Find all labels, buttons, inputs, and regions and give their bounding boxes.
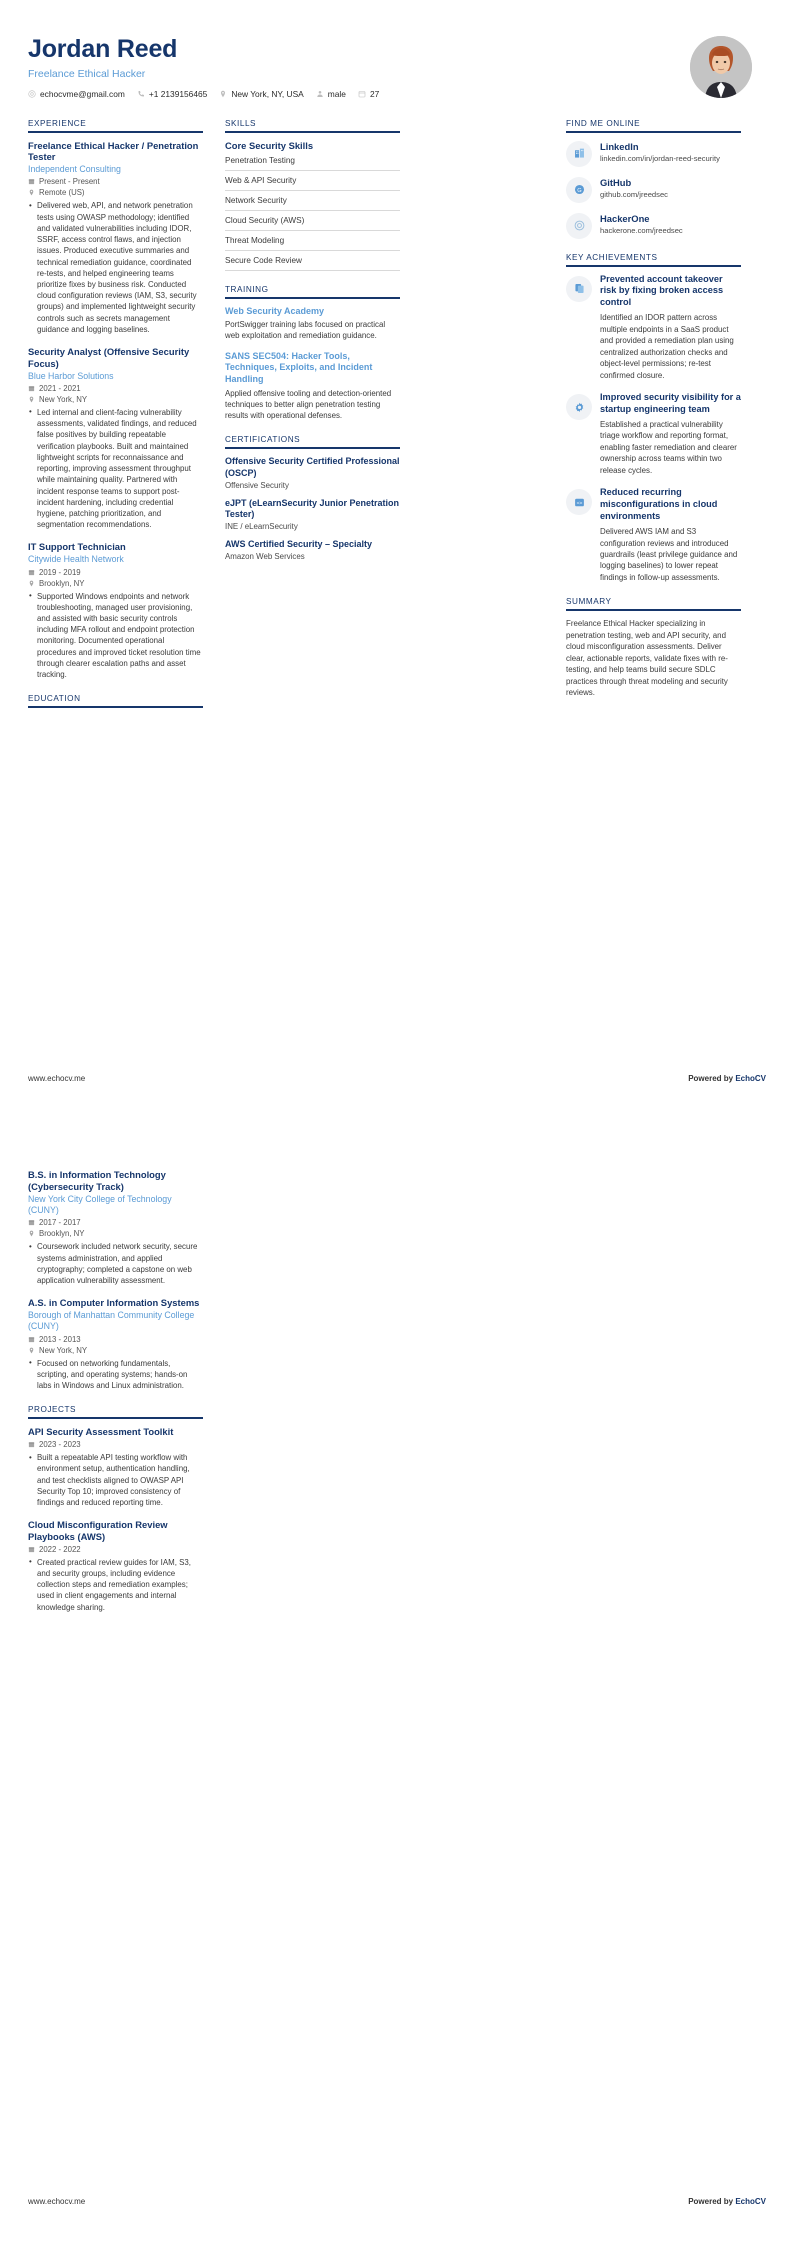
contact-age (358, 89, 379, 99)
section-divider (566, 265, 741, 267)
achievement-item (566, 487, 741, 583)
summary-text: Freelance Ethical Hacker specializing in penetration testing, web and API security, and cloud misconfiguration assessments. Deliver clear, actionable reports, validate fixes with re-testing, and help teams build secure SDLC practices through threat modeling and security reviews. (566, 619, 728, 698)
section-divider (566, 609, 741, 611)
location-pin-icon (28, 1347, 35, 1354)
calendar-icon (28, 1336, 35, 1343)
online-link-url: github.com/jreedsec (600, 189, 668, 199)
section-certifications (225, 435, 400, 560)
section-summary-title: SUMMARY (566, 597, 612, 607)
training-description: PortSwigger training labs focused on practical web exploitation and remediation guidance. (225, 320, 386, 341)
education-degree: A.S. in Computer Information Systems (28, 1297, 200, 1309)
certification-item (225, 539, 400, 561)
footer-powered-prefix: Powered by (688, 2197, 736, 2206)
page-footer (0, 1074, 794, 1083)
skill-item: Threat Modeling (225, 236, 400, 251)
section-key-achievements (566, 253, 741, 584)
experience-location (28, 395, 203, 404)
linkedin-icon (566, 141, 592, 167)
job-role-subtitle: Freelance Ethical Hacker (28, 67, 146, 80)
certification-name: AWS Certified Security – Specialty (225, 539, 373, 550)
footer-brand-name: EchoCV (735, 2197, 766, 2206)
skill-item: Network Security (225, 196, 400, 211)
experience-dates (28, 177, 203, 186)
education-location-value: New York, NY (39, 1345, 88, 1355)
training-item (225, 351, 400, 422)
contact-location-value: New York, NY, USA (231, 88, 304, 99)
achievement-title: Reduced recurring misconfigurations in cloud environments (600, 487, 718, 522)
online-link-text (600, 212, 683, 237)
experience-org: Independent Consulting (28, 164, 121, 174)
bullet-item: • Created practical review guides for IAM, S3, and security groups, including evidence collection steps and remediation examples; used in client engagements and internal knowledge sharing. (28, 1557, 203, 1613)
experience-entry (28, 140, 203, 336)
content-columns-page2 (0, 1123, 794, 1627)
bullet-item: • Focused on networking fundamentals, scripting, and operating systems; hands-on labs in Windows and Linux administration. (28, 1358, 203, 1392)
experience-bullets (28, 591, 203, 681)
experience-bullets (28, 407, 203, 530)
experience-entry (28, 346, 203, 530)
experience-dates (28, 384, 203, 393)
education-dates-value: 2017 - 2017 (39, 1218, 81, 1228)
education-bullets (28, 1358, 203, 1392)
section-education-entries (28, 1169, 203, 1391)
header-identity (28, 34, 379, 99)
online-link-text (600, 176, 668, 201)
email-icon (28, 90, 36, 98)
online-link-item[interactable] (566, 176, 741, 203)
section-training (225, 285, 400, 422)
column-left (28, 119, 203, 723)
hackerone-icon (566, 213, 592, 239)
online-link-item[interactable] (566, 212, 741, 239)
github-icon (566, 177, 592, 203)
section-projects (28, 1405, 203, 1612)
location-pin-icon (28, 396, 35, 403)
experience-title: Freelance Ethical Hacker / Penetration Tester (28, 139, 199, 163)
svg-text:<>: <> (576, 501, 582, 507)
calendar-icon (28, 1546, 35, 1553)
training-description: Applied offensive tooling and detection-oriented techniques to better align penetration testing results with operational defenses. (225, 388, 392, 421)
resume-page-2 (0, 1123, 794, 2246)
certification-name: Offensive Security Certified Professional (OSCP) (225, 456, 400, 479)
person-icon (316, 90, 324, 98)
section-divider (225, 297, 400, 299)
footer-powered-prefix: Powered by (688, 1074, 736, 1083)
project-entry (28, 1426, 203, 1508)
documents-icon (566, 276, 592, 302)
education-entry (28, 1169, 203, 1286)
project-dates (28, 1440, 203, 1449)
contact-gender (316, 89, 346, 99)
section-summary (566, 597, 741, 698)
section-skills-title: SKILLS (225, 118, 257, 128)
bullet-item: • Supported Windows endpoints and network troubleshooting, managed user provisioning, and assisted with basic security controls including MFA rollout and endpoint protection monitoring. Documented operational procedures and improved ticket resolution time through clearer escalation paths and asset tracking. (28, 591, 203, 681)
section-key-achievements-title: KEY ACHIEVEMENTS (566, 252, 658, 262)
achievement-body (600, 487, 741, 583)
contact-email-value: echocvme@gmail.com (40, 88, 125, 99)
section-divider (28, 1417, 203, 1419)
project-name: Cloud Misconfiguration Review Playbooks (AWS) (28, 1519, 168, 1543)
section-experience-title: EXPERIENCE (28, 118, 87, 128)
education-school: New York City College of Technology (CUNY) (28, 1193, 172, 1215)
education-school: Borough of Manhattan Community College (CUNY) (28, 1309, 195, 1332)
location-pin-icon (28, 1230, 35, 1237)
section-find-me-online (566, 119, 741, 239)
project-name: API Security Assessment Toolkit (28, 1426, 174, 1438)
section-projects-title: PROJECTS (28, 1405, 77, 1415)
certification-item (225, 456, 400, 489)
footer-site[interactable]: www.echocv.me (28, 2197, 86, 2206)
training-title: SANS SEC504: Hacker Tools, Techniques, Exploits, and Incident Handling (225, 350, 373, 384)
calendar-icon (28, 385, 35, 392)
experience-location (28, 579, 203, 588)
calendar-icon (358, 90, 366, 98)
project-dates (28, 1545, 203, 1554)
column-right (566, 119, 741, 713)
project-bullets (28, 1557, 203, 1613)
experience-dates-value: Present - Present (39, 177, 100, 187)
achievement-body (600, 392, 741, 476)
contact-gender-value: male (327, 88, 346, 99)
education-degree: B.S. in Information Technology (Cybersecurity Track) (28, 1169, 166, 1192)
skill-item: Cloud Security (AWS) (225, 216, 400, 231)
bullet-item: • Delivered web, API, and network penetration tests using OWASP methodology; identified and validated vulnerabilities including IDOR, SSRF, access control flaws, and injection issues. Produced executive summaries and technical remediation guidance, coordinated re-tests, and helped engineering teams prioritize fixes by business risk. Conducted cloud configuration reviews (IAM, S3, security groups) and implemented lightweight security controls such as secrets management guidance and logging baselines. (28, 200, 203, 335)
phone-icon (137, 90, 145, 98)
calendar-icon (28, 178, 35, 185)
education-location (28, 1346, 203, 1355)
online-link-label: GitHub (600, 176, 632, 188)
code-icon (566, 489, 592, 515)
section-education-title: EDUCATION (28, 694, 81, 704)
online-link-url: linkedin.com/in/jordan-reed-security (600, 153, 720, 163)
calendar-icon (28, 1219, 35, 1226)
certification-issuer: Amazon Web Services (225, 551, 305, 561)
training-title: Web Security Academy (225, 305, 325, 316)
footer-site[interactable]: www.echocv.me (28, 1074, 86, 1083)
contact-phone[interactable] (137, 89, 207, 99)
avatar (690, 36, 752, 98)
column-left-page2 (28, 1169, 203, 1627)
skill-item: Penetration Testing (225, 156, 400, 171)
skills-group-title: Core Security Skills (225, 139, 314, 151)
achievement-title: Prevented account takeover risk by fixing broken access control (600, 273, 724, 308)
page-title: Jordan Reed (28, 35, 178, 63)
section-divider (28, 706, 203, 708)
project-entry (28, 1519, 203, 1613)
location-pin-icon (219, 90, 227, 98)
contact-phone-value: +1 2139156465 (148, 88, 208, 99)
experience-entry (28, 541, 203, 680)
education-bullets (28, 1241, 203, 1286)
footer-brand-name: EchoCV (735, 1074, 766, 1083)
section-experience (28, 119, 203, 681)
online-link-text (600, 140, 720, 165)
education-dates (28, 1335, 203, 1344)
section-divider (28, 131, 203, 133)
achievement-description: Established a practical vulnerability triage workflow and reporting format, enabling faster remediation and clearer ownership across teams within two release cycles. (600, 419, 737, 475)
experience-dates-value: 2019 - 2019 (39, 567, 81, 577)
experience-location-value: New York, NY (39, 394, 88, 404)
footer-brand (688, 2197, 766, 2206)
experience-location-value: Brooklyn, NY (39, 578, 85, 588)
location-pin-icon (28, 189, 35, 196)
project-bullets (28, 1452, 203, 1508)
achievement-item (566, 392, 741, 476)
gear-icon (566, 394, 592, 420)
online-link-item[interactable] (566, 140, 741, 167)
education-entry (28, 1297, 203, 1391)
online-link-label: HackerOne (600, 212, 650, 224)
contact-age-value: 27 (369, 88, 380, 99)
bullet-item: • Led internal and client-facing vulnerability assessments, validated findings, and reduced false positives by building repeatable verification playbooks. Built and maintained lightweight scripts for reconnaissance and reporting, improving assessment throughput while maintaining quality. Partnered with incident response teams to support post-incident hardening, including credential hygiene, patching prioritization, and segmentation recommendations. (28, 407, 203, 530)
education-dates (28, 1218, 203, 1227)
experience-title: Security Analyst (Offensive Security Focus) (28, 346, 190, 369)
experience-location-value: Remote (US) (39, 188, 85, 198)
section-divider (566, 131, 741, 133)
achievement-title: Improved security visibility for a startup engineering team (600, 392, 741, 415)
svg-text:G: G (576, 187, 582, 194)
education-location-value: Brooklyn, NY (39, 1229, 85, 1239)
project-dates-value: 2023 - 2023 (39, 1440, 81, 1450)
column-middle (225, 119, 400, 575)
achievement-description: Delivered AWS IAM and S3 configuration reviews and introduced guardrails (least privilege guidance and logging baselines) to lower repeat findings in follow-up assessments. (600, 527, 738, 582)
contact-location (219, 89, 303, 99)
skill-item: Web & API Security (225, 176, 400, 191)
experience-dates (28, 568, 203, 577)
certification-item (225, 498, 400, 531)
footer-brand (688, 1074, 766, 1083)
experience-org: Citywide Health Network (28, 554, 124, 565)
section-find-me-online-title: FIND ME ONLINE (566, 118, 641, 128)
experience-title: IT Support Technician (28, 541, 126, 553)
experience-dates-value: 2021 - 2021 (39, 383, 81, 393)
certification-issuer: Offensive Security (225, 480, 289, 490)
education-dates-value: 2013 - 2013 (39, 1334, 81, 1344)
achievement-item (566, 274, 741, 382)
project-dates-value: 2022 - 2022 (39, 1544, 81, 1554)
online-link-url: hackerone.com/jreedsec (600, 225, 683, 235)
section-divider (225, 447, 400, 449)
bullet-item: • Built a repeatable API testing workflow with environment setup, authentication handling, and test checklists aligned to OWASP API Security Top 10; improved consistency of findings and reduced reporting time. (28, 1452, 203, 1508)
bullet-item: • Coursework included network security, secure systems administration, and applied cryptography; completed a capstone on web application vulnerability assessment. (28, 1241, 203, 1286)
experience-bullets (28, 200, 203, 335)
section-divider (225, 131, 400, 133)
section-training-title: TRAINING (225, 284, 269, 294)
contact-email[interactable] (28, 89, 125, 99)
location-pin-icon (28, 580, 35, 587)
page-footer (0, 2197, 794, 2206)
certification-name: eJPT (eLearnSecurity Junior Penetration Tester) (225, 497, 400, 520)
achievement-description: Identified an IDOR pattern across multiple endpoints in a SaaS product and provided a remediation plan using centralized authorization checks and object-level permissions; re-test confirmed closure. (600, 313, 734, 380)
section-education-heading (28, 694, 203, 708)
experience-org: Blue Harbor Solutions (28, 370, 114, 381)
section-certifications-title: CERTIFICATIONS (225, 435, 301, 445)
education-location (28, 1229, 203, 1238)
calendar-icon (28, 1441, 35, 1448)
content-columns (0, 99, 794, 723)
training-item (225, 306, 400, 342)
skill-item: Secure Code Review (225, 256, 400, 271)
calendar-icon (28, 569, 35, 576)
section-skills (225, 119, 400, 271)
achievement-body (600, 274, 741, 382)
resume-header (0, 0, 794, 99)
contact-row (28, 89, 379, 99)
certification-issuer: INE / eLearnSecurity (225, 522, 298, 532)
online-link-label: LinkedIn (600, 140, 639, 152)
experience-location (28, 188, 203, 197)
